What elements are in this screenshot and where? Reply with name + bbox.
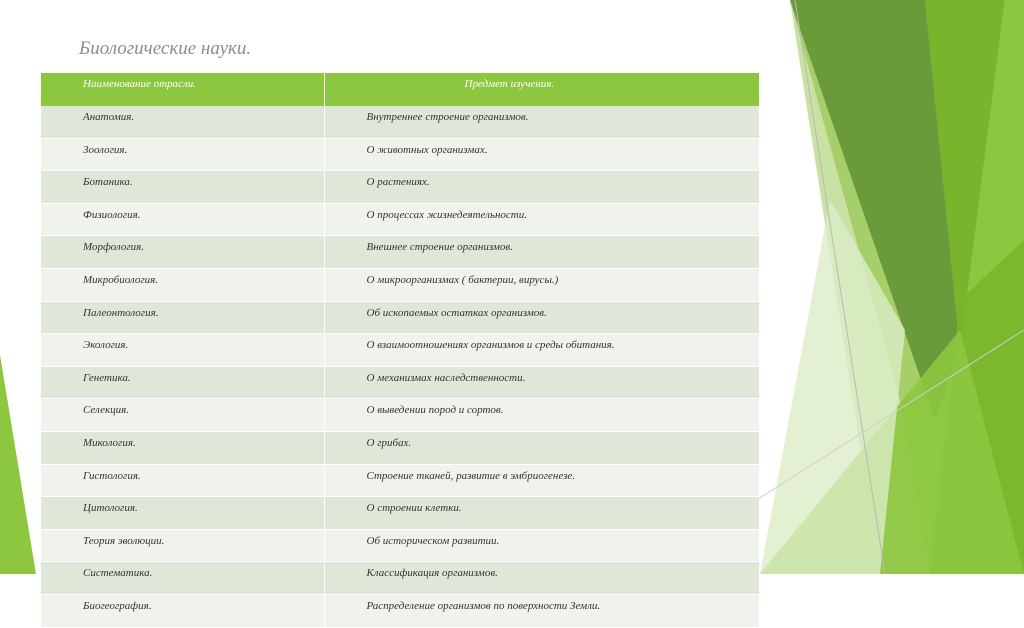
table-row bbox=[41, 268, 759, 301]
branch-name-cell: Гистология. bbox=[41, 464, 324, 497]
subject-cell: О взаимоотношениях организмов и среды обитания. bbox=[324, 334, 759, 367]
subject-cell: Об ископаемых остатках организмов. bbox=[324, 301, 759, 334]
branch-name-cell: Биогеография. bbox=[41, 594, 324, 627]
branch-name-cell: Теория эволюции. bbox=[41, 529, 324, 562]
table-row bbox=[41, 497, 759, 530]
table-row bbox=[41, 334, 759, 367]
header-branch-name: Наименование отрасли. bbox=[41, 73, 324, 106]
subject-cell: О процессах жизнедеятельности. bbox=[324, 203, 759, 236]
branch-name-cell: Цитология. bbox=[41, 497, 324, 530]
branch-name-cell: Микробиология. bbox=[41, 268, 324, 301]
subject-cell: Об историческом развитии. bbox=[324, 529, 759, 562]
subject-cell: О грибах. bbox=[324, 431, 759, 464]
subject-cell: О выведении пород и сортов. bbox=[324, 399, 759, 432]
table-row bbox=[41, 464, 759, 497]
subject-cell: Строение тканей, развитие в эмбриогенезе. bbox=[324, 464, 759, 497]
table-row bbox=[41, 594, 759, 627]
table-row bbox=[41, 431, 759, 464]
subject-cell: О растениях. bbox=[324, 171, 759, 204]
table-row bbox=[41, 236, 759, 269]
subject-cell: Распределение организмов по поверхности Земли. bbox=[324, 594, 759, 627]
branch-name-cell: Анатомия. bbox=[41, 106, 324, 138]
subject-cell: Внутреннее строение организмов. bbox=[324, 106, 759, 138]
table-header-row bbox=[41, 73, 759, 106]
table-row bbox=[41, 106, 759, 138]
branch-name-cell: Генетика. bbox=[41, 366, 324, 399]
branch-name-cell: Палеонтология. bbox=[41, 301, 324, 334]
header-subject: Предмет изучения. bbox=[324, 73, 759, 106]
table-row bbox=[41, 562, 759, 595]
branch-name-cell: Экология. bbox=[41, 334, 324, 367]
sciences-table bbox=[41, 73, 759, 628]
slide-title: Биологические науки. bbox=[79, 38, 252, 59]
table-row bbox=[41, 138, 759, 171]
branch-name-cell: Селекция. bbox=[41, 399, 324, 432]
table-row bbox=[41, 529, 759, 562]
table-row bbox=[41, 399, 759, 432]
table-row bbox=[41, 301, 759, 334]
branch-name-cell: Зоология. bbox=[41, 138, 324, 171]
branch-name-cell: Морфология. bbox=[41, 236, 324, 269]
branch-name-cell: Ботаника. bbox=[41, 171, 324, 204]
branch-name-cell: Микология. bbox=[41, 431, 324, 464]
branch-name-cell: Физиология. bbox=[41, 203, 324, 236]
subject-cell: О животных организмах. bbox=[324, 138, 759, 171]
subject-cell: Внешнее строение организмов. bbox=[324, 236, 759, 269]
subject-cell: Классификация организмов. bbox=[324, 562, 759, 595]
branch-name-cell: Систематика. bbox=[41, 562, 324, 595]
subject-cell: О строении клетки. bbox=[324, 497, 759, 530]
subject-cell: О микроорганизмах ( бактерии, вирусы.) bbox=[324, 268, 759, 301]
table-row bbox=[41, 366, 759, 399]
table-row bbox=[41, 203, 759, 236]
subject-cell: О механизмах наследственности. bbox=[324, 366, 759, 399]
table-row bbox=[41, 171, 759, 204]
